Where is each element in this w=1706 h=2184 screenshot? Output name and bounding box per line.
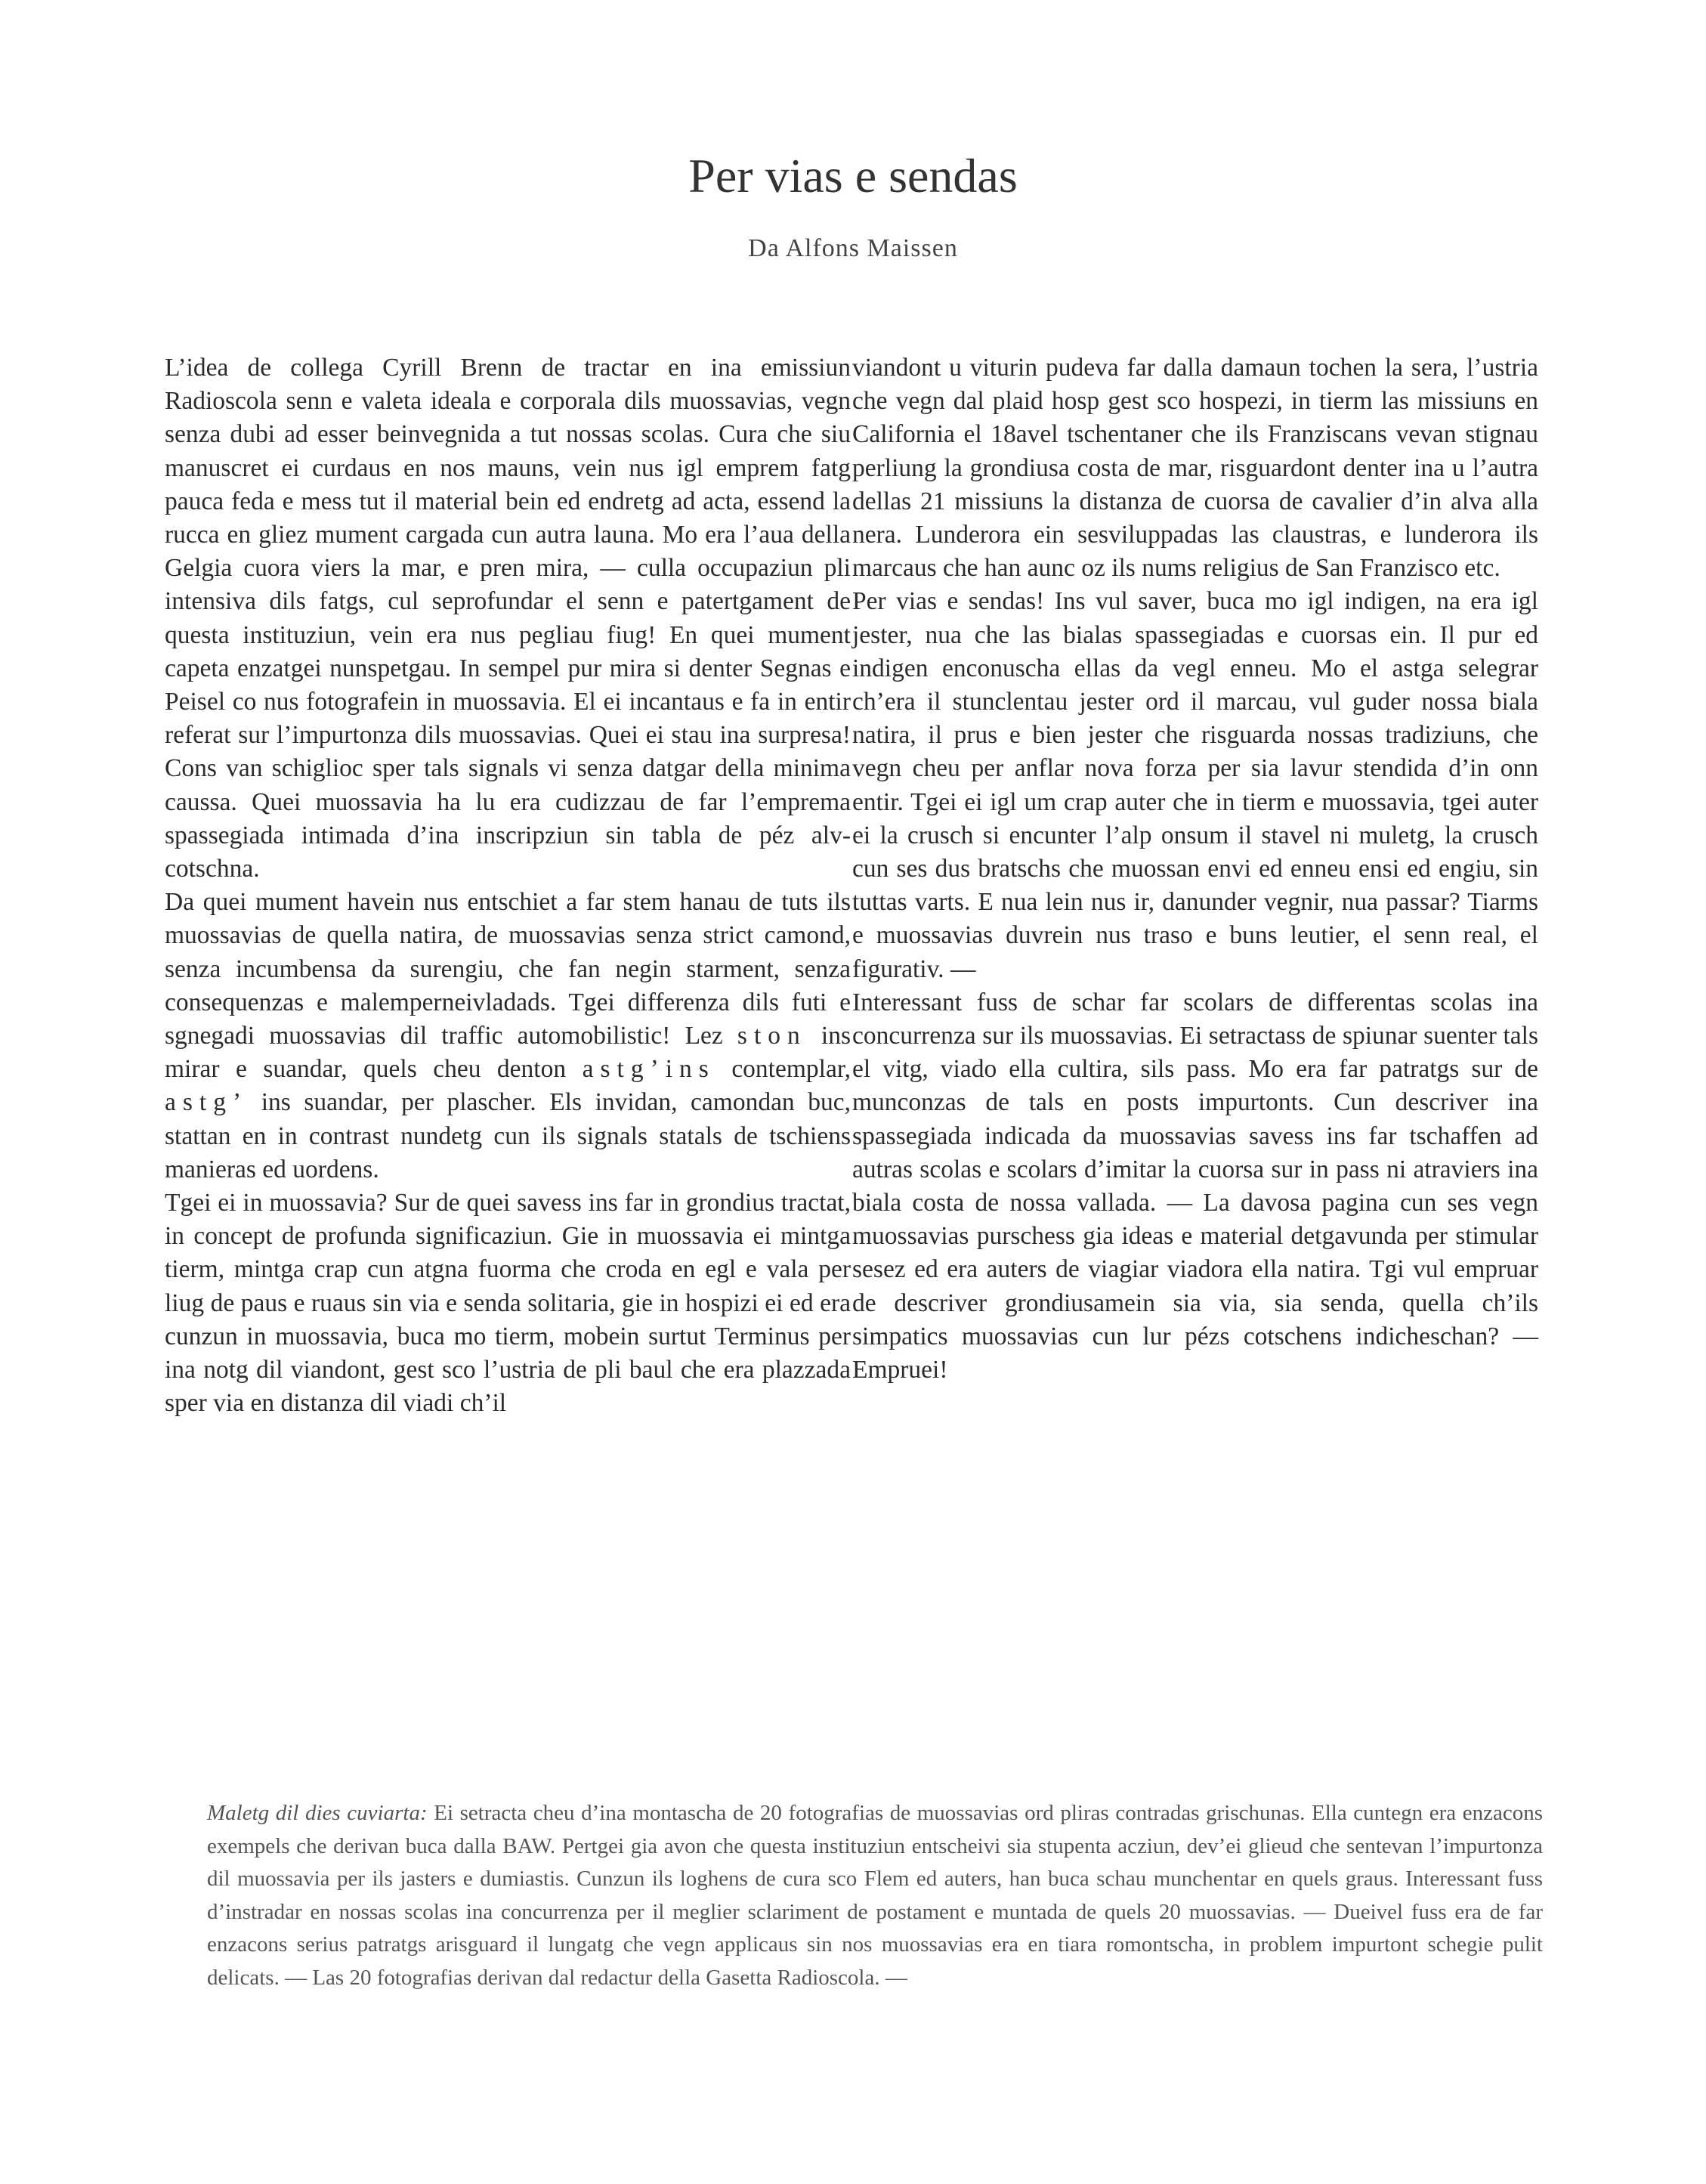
spaced-word-ston: ston [737,1022,807,1050]
left-column [165,351,851,1421]
cover-caption [207,1797,1543,1994]
left-paragraph-2-part-d: ins suandar, per plascher. Els invidan, camondan buc, stattan en in contrast nundetg cun ils signals statals de tschiens manieras ed uordens. [165,1088,851,1183]
caption-text: Ei setracta cheu d’ina montascha de 20 fotografias de muossavias ord pliras contradas grischunas. Ella cuntegn era enzacons exempels che derivan buca dalla BAW. Pertgei gia avon che questa instituziun entscheivi sia stupenta acziun, dev’ei glieud che sentevan l’impurtonza dil muossavia per ils jasters e dumiastis. Cunzun ils loghens de cura sco Flem ed auters, han buca schau munchentar en quels graus. Interessant fuss d’instradar en nossas scolas ina concurrenza per il meglier sclariment de postament e muntada de quels 20 muossavias. — Dueivel fuss era de far enzacons serius patratgs arisguard il lungatg che vegn applicaus sin nos muossavias era en tiara romontscha, in problem impurtont schegie pulit delicats. — Las 20 fotografias derivan dal redactur della Gasetta Radioscola. — [207,1801,1544,1990]
caption-lead: Maletg dil dies cuviarta: [207,1801,428,1825]
right-paragraph-1: viandont u viturin pudeva far dalla damaun tochen la sera, l’ustria che vegn dal plaid hosp gest sco hospezi, in tierm las missiuns en California el 18avel tschentaner che ils Franziscans vevan stignau perliung la grondiusa costa de mar, risguardont denter ina u l’autra dellas 21 missiuns la distanza de cuorsa de cavalier d’in alva alla nera. Lunderora ein sesviluppadas las claustras, e lunderora ils marcaus che han aunc oz ils nums religius de San Franzisco etc. [852,354,1538,583]
right-paragraph-2: Per vias e sendas! Ins vul saver, buca mo igl indigen, na era igl jester, nua che las bialas spassegiadas e cuorsas ein. Il pur ed indigen enconuscha ellas da vegl enneu. Mo el astga selegrar ch’era il stunclentau jester ord il marcau, vul guder nossa biala natira, il prus e bien jester che risguarda nossas tradiziuns, che vegn cheu per anflar nova forza per sia lavur stendida d’in onn entir. Tgei ei igl um crap auter che in tierm e muossavia, tgei auter ei la crusch si encunter l’alp onsum il stavel ni muletg, la crusch cun ses dus bratschs che muossan envi ed enneu ensi ed engiu, sin tuttas varts. E nua lein nus ir, danunder vegnir, nua passar? Tiarms e muossavias duvrein nus traso e buns leutier, el senn real, el figurativ. — [852,587,1538,983]
right-paragraph-3: Interessant fuss de schar far scolars de differentas scolas ina concurrenza sur ils muossavias. Ei setractass de spiunar suenter tals el vitg, viado ella cultira, sils pass. Mo era far patratgs sur de munconzas de tals en posts impurtonts. Cun descriver ina spassegiada indicada da muossavias savess ins far tschaffen ad autras scolas e scolars d’imitar la cuorsa sur in pass ni atraviers ina biala costa de nossa vallada. — La davosa pagina cun ses vegn muossavias purschess gia ideas e material detgavunda per stimular sesez ed era auters de viagiar viadora ella natira. Tgi vul empruar de descriver grondiusamein sia via, sia senda, quella ch’ils simpatics muossavias cun lur pézs cotschens indicheschan? — Empruei! [852,988,1538,1384]
left-paragraph-2 [165,886,851,1186]
left-paragraph-2-part-c: contemplar, [731,1055,851,1084]
left-paragraph-3: Tgei ei in muossavia? Sur de quei savess ins far in grondius tractat, in concept de profunda significaziun. Gie in muossavia ei mintga tierm, mintga crap cun atgna fuorma che croda en egl e vala per liug de paus e ruaus sin via e senda solitaria, gie in hospizi ei ed era cunzun in muossavia, buca mo tierm, mobein surtut Terminus per ina notg dil viandont, gest sco l’ustria de pli baul che era plazzada sper via en distanza dil viadi ch’il [165,1189,851,1418]
left-paragraph-1: L’idea de collega Cyrill Brenn de tractar en ina emissiun Radioscola senn e valeta ideala e corporala dils muossavias, vegn senza dubi ad esser beinvegnida a tut nossas scolas. Cura che siu manuscret ei curdaus en nos mauns, vein nus igl emprem fatg pauca feda e mess tut il material bein ed endretg ad acta, essend la rucca en gliez mument cargada cun autra launa. Mo era l’aua della Gelgia cuora viers la mar, e pren mira, — culla occupaziun pli intensiva dils fatgs, cul seprofundar el senn e patertgament de questa instituziun, vein era nus pegliau fiug! En quei mument capeta enzatgei nunspetgau. In sempel pur mira si denter Segnas e Peisel co nus fotografein in muossavia. El ei incantaus e fa in entir referat sur l’impurtonza dils muossavias. Quei ei stau ina surpresa! Cons van schiglioc sper tals signals vi senza datgar della minima caussa. Quei muossavia ha lu era cudizzau de far l’emprema spassegiada intimada d’ina inscripziun sin tabla de péz alv-cotschna. [165,354,851,883]
spaced-word-astgins: astg’ins [582,1055,715,1084]
right-column [852,351,1538,1387]
article-title: Per vias e sendas [688,149,1018,203]
spaced-word-astg: astg’ [165,1088,249,1117]
article-author: Da Alfons Maissen [748,234,958,262]
left-paragraph-2-part-a: Da quei mument havein nus entschiet a far stem hanau de tuts ils muossavias de quella natira, de muossavias senza strict camond, senza incumbensa da surengiu, che fan negin starment, senza consequenzas e malemperneivladads. Tgei differenza dils futi e sgnegadi muossavias dil traffic automobilistic! Lez [165,888,851,1050]
left-paragraph-2-part-b: ins mirar e suandar, quels cheu denton [165,1022,851,1084]
